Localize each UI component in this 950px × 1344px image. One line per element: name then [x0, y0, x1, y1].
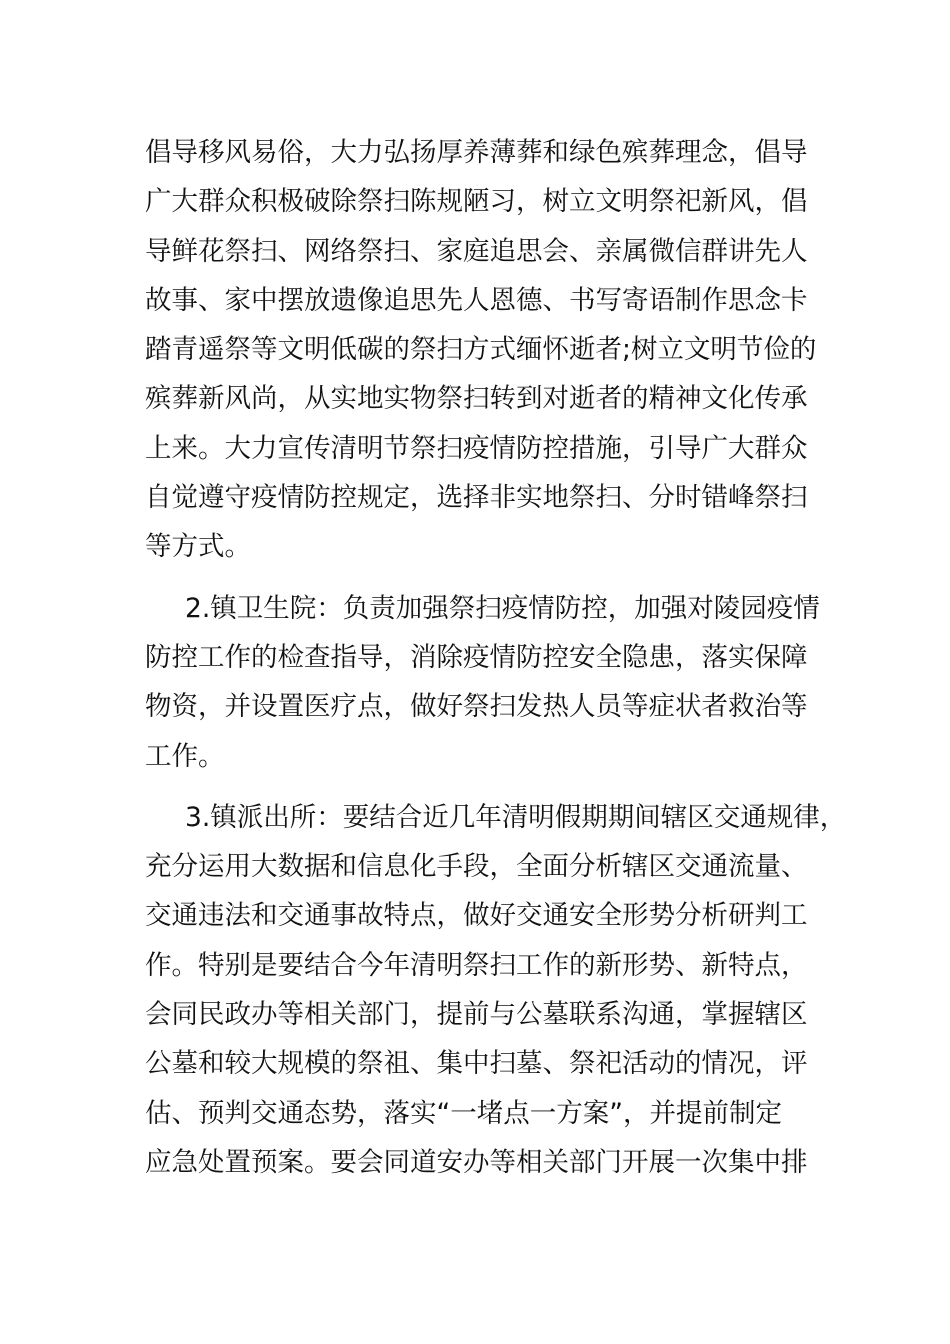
text-line: 工作。 [145, 740, 225, 772]
paragraph-spacer [145, 572, 810, 584]
text-line: 倡导移风易俗，大力弘扬厚养薄葬和绿色殡葬理念，倡导 [145, 137, 808, 168]
text-line: 自觉遵守疫情防控规定，选择非实地祭扫、分时错峰祭扫 [145, 482, 808, 514]
text-line: 充分运用大数据和信息化手段，全面分析辖区交通流量、 [145, 851, 808, 883]
text-line: 会同民政办等相关部门，提前与公墓联系沟通，掌握辖区 [145, 999, 808, 1031]
text-line: 踏青遥祭等文明低碳的祭扫方式缅怀逝者;树立文明节俭的 [145, 334, 817, 366]
text-line: 应急处置预案。要会同道安办等相关部门开展一次集中排 [145, 1146, 808, 1178]
paragraph-spacer [145, 781, 810, 793]
text-line: 广大群众积极破除祭扫陈规陋习，树立文明祭祀新风，倡 [145, 186, 808, 218]
text-line: 公墓和较大规模的祭祖、集中扫墓、祭祀活动的情况，评 [145, 1048, 808, 1080]
paragraph-health-center [145, 584, 820, 781]
text-line: 导鲜花祭扫、网络祭扫、家庭追思会、亲属微信群讲先人 [145, 235, 808, 267]
document-body [145, 128, 847, 1187]
text-line: 作。特别是要结合今年清明祭扫工作的新形势、新特点， [145, 949, 808, 981]
text-line: 防控工作的检查指导，消除疫情防控安全隐患，落实保障 [145, 641, 808, 673]
text-line: 3.镇派出所：要结合近几年清明假期期间辖区交通规律， [185, 801, 847, 833]
text-line: 2.镇卫生院：负责加强祭扫疫情防控，加强对陵园疫情 [185, 592, 820, 624]
text-line: 故事、家中摆放遗像追思先人恩德、书写寄语制作思念卡 [145, 284, 808, 316]
text-line: 上来。大力宣传清明节祭扫疫情防控措施，引导广大群众 [145, 432, 808, 464]
paragraph-police-station [145, 793, 847, 1187]
text-line: 估、预判交通态势，落实“一堵点一方案”，并提前制定 [145, 1097, 782, 1129]
text-line: 殡葬新风尚，从实地实物祭扫转到对逝者的精神文化传承 [145, 383, 808, 415]
text-line: 物资，并设置医疗点，做好祭扫发热人员等症状者救治等 [145, 691, 808, 723]
text-line: 等方式。 [145, 531, 251, 563]
text-line: 交通违法和交通事故特点，做好交通安全形势分析研判工 [145, 900, 808, 932]
paragraph-cultural-promotion [145, 128, 817, 572]
